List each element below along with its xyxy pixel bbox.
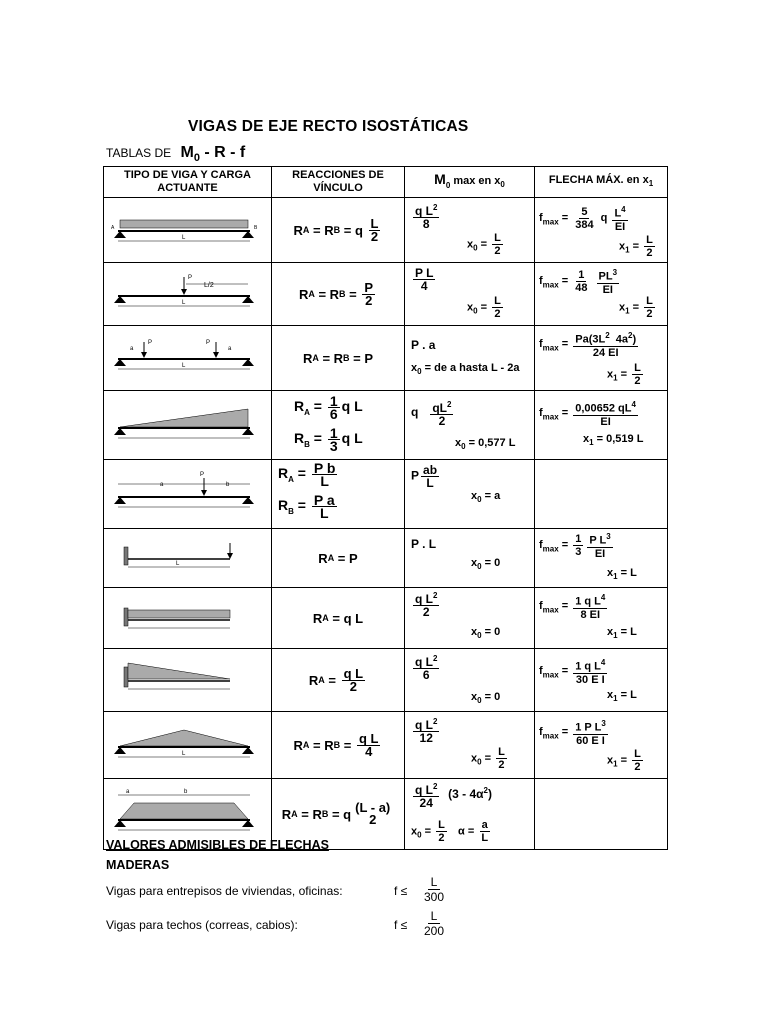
svg-text:P: P [200,472,205,478]
subtitle [106,144,245,164]
table-row [104,529,668,588]
svg-text:A: A [111,225,115,231]
beam-diagram [104,326,272,391]
beam-diagram [104,263,272,326]
subtitle-prefix: TABLAS DE [106,146,172,160]
beam-diagram [104,529,272,588]
reaction-cell: R A = q L [272,588,405,649]
table-row [104,198,668,263]
svg-text:P: P [188,275,193,281]
table-row [104,460,668,529]
svg-text:b: b [226,482,230,488]
table-row [104,712,668,779]
reaction-cell: R A = R B = P [272,326,405,391]
table-header-row [104,167,668,198]
svg-text:L: L [176,561,180,567]
rule-fraction-floor: $\frac{L}{300}$ [424,875,445,904]
moment-cell: $\frac{q L^2}{8}$ $x_0$ = $\frac{L}{2}$ [405,198,535,263]
moment-cell: P . a $x_0$ = de a hasta L - 2a [405,326,535,391]
beam-diagram [104,391,272,460]
reaction-cell: R A = R B = q (L - a) 2 [272,779,405,850]
subtitle-formula: $M_0$ - R - f [180,144,246,165]
moment-cell: $\frac{q L^2}{24}$ $(3 - 4\alpha^2)$ $x_0$ = $\frac{L}{2}$ α = $\frac{a}{L}$ [405,779,535,850]
svg-text:a: a [126,789,130,795]
table-row [104,649,668,712]
moment-cell: P . L $x_0 = 0$ [405,529,535,588]
header-moment: $M_0$ max en $x_0$ [405,167,535,198]
moment-cell: $\frac{q L^2}{12}$ $x_0$ = $\frac{L}{2}$ [405,712,535,779]
svg-text:L: L [182,235,186,241]
beam-diagram [104,198,272,263]
svg-text:b: b [184,789,188,795]
header-beam-type: TIPO DE VIGA Y CARGA ACTUANTE [104,167,272,198]
deflection-cell [535,779,668,850]
deflection-cell: $f_{max}$ = $\frac{1 P L^3}{\text{60 E I}}$ $x_1$ = $\frac{L}{2}$ [535,712,668,779]
beam-diagram [104,460,272,529]
table-row [104,263,668,326]
deflection-cell: $f_{max}$ = $\frac{1}{48}$ $\frac{PL^3}{EI}$ $x_1$ = $\frac{L}{2}$ [535,263,668,326]
svg-text:L/2: L/2 [204,282,214,289]
deflection-cell: $f_{max}$ = $\frac{1 q L^4}{\text{30 E I}}$ $x_1 = L$ [535,649,668,712]
table-row [104,391,668,460]
rule-label-floor: Vigas para entrepisos de viviendas, oficinas: [106,884,343,898]
deflection-cell: $f_{max}$ = $\frac{0,00652 qL^4}{EI}$ $x_1 = 0,519$ L [535,391,668,460]
svg-text:L: L [182,363,186,369]
deflection-cell [535,460,668,529]
svg-text:L: L [182,300,186,306]
moment-cell: q $\frac{qL^2}{2}$ $x_0 = 0,577$ L [405,391,535,460]
admissible-subtitle: MADERAS [106,858,170,872]
reaction-cell: R A = R B = $\frac{P}{2}$ [272,263,405,326]
svg-text:B: B [254,225,258,231]
page-title: VIGAS DE EJE RECTO ISOSTÁTICAS [188,118,469,135]
header-deflection: FLECHA MÁX. en $x_1$ [535,167,668,198]
table-row [104,588,668,649]
svg-text:L: L [182,751,186,757]
deflection-cell: $f_{max}$ = $\frac{1}{3}$ $\frac{P L^3}{EI}$ $x_1 = L$ [535,529,668,588]
svg-text:P: P [148,340,153,346]
rule-f-roof: f ≤ [394,918,408,932]
rule-fraction-roof: $\frac{L}{200}$ [424,909,445,938]
reaction-cell: $R_A$ = $\frac{\text{P b}}{L}$ $R_B$ = $\frac{\text{P a}}{L}$ [272,460,405,529]
rule-f-floor: f ≤ [394,884,408,898]
svg-text:a: a [228,346,232,352]
svg-text:P: P [206,340,211,346]
moment-cell: $\frac{q L^2}{6}$ $x_0 = 0$ [405,649,535,712]
rule-label-roof: Vigas para techos (correas, cabios): [106,918,298,932]
beam-diagram [104,712,272,779]
svg-text:a: a [160,482,164,488]
beam-diagram [104,588,272,649]
moment-cell: $\frac{q L^2}{2}$ $x_0 = 0$ [405,588,535,649]
svg-text:a: a [130,346,134,352]
reaction-cell: R A = R B = $\frac{\text{q L}}{4}$ [272,712,405,779]
table-row [104,326,668,391]
reaction-cell: R A = $\frac{\text{q L}}{2}$ [272,649,405,712]
deflection-cell: $f_{max}$ = $\frac{1 q L^4}{8 EI}$ $x_1 = L$ [535,588,668,649]
reaction-cell: R A = R B = q $\frac{L}{2}$ [272,198,405,263]
beam-table [103,166,668,850]
beam-diagram [104,649,272,712]
reaction-cell: $R_A$ = $\frac{1}{6}$ q L $R_B$ = $\frac{1}{3}$ q L [272,391,405,460]
deflection-cell: $f_{max}$ = $\frac{Pa(3L^2 4a^2)}{24 EI}$ $x_1$ = $\frac{L}{2}$ [535,326,668,391]
header-reactions: REACCIONES DE VÍNCULO [272,167,405,198]
admissible-title: VALORES ADMISIBLES DE FLECHAS [106,838,329,852]
moment-cell: P $\frac{ab}{L}$ $x_0 = a$ [405,460,535,529]
deflection-cell: $f_{max}$ = $\frac{5}{384}$ q $\frac{L^4}{EI}$ $x_1$ = $\frac{L}{2}$ [535,198,668,263]
moment-cell: $\frac{\text{P L}}{4}$ $x_0$ = $\frac{L}{2}$ [405,263,535,326]
reaction-cell: R A = P [272,529,405,588]
